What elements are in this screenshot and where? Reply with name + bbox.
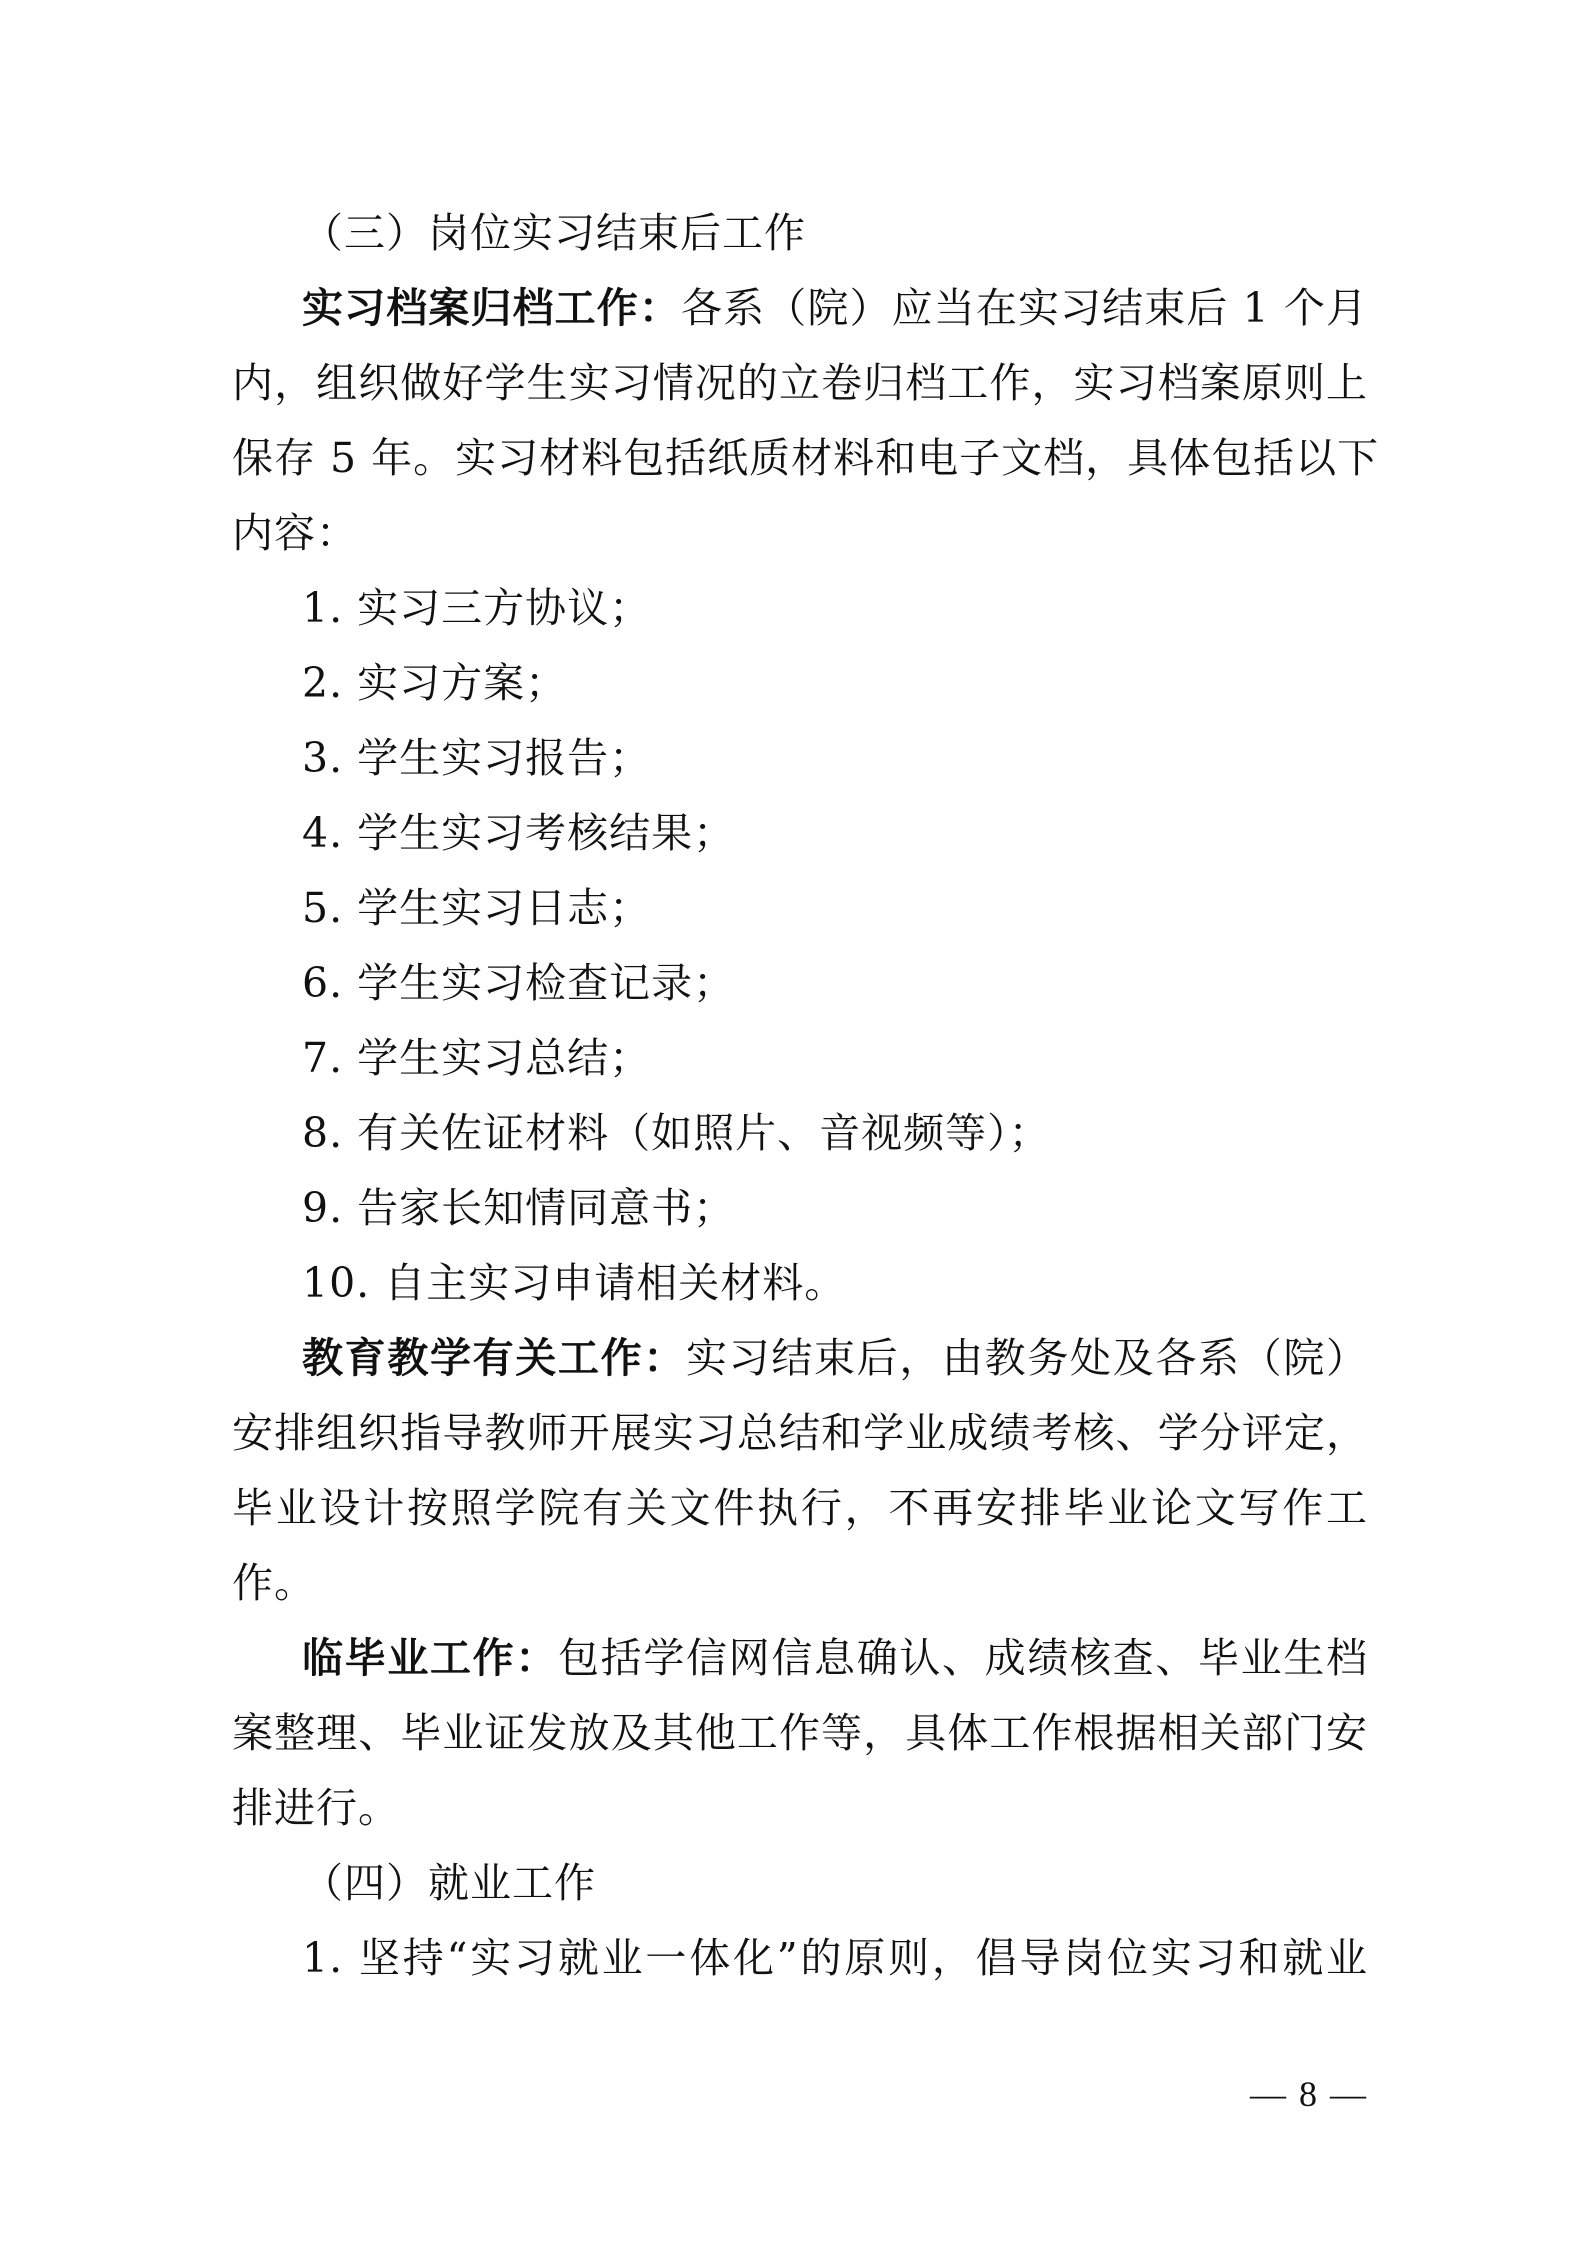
section3-heading: （三）岗位实习结束后工作 (302, 209, 806, 257)
list-item: 10. 自主实习申请相关材料。 (302, 1259, 847, 1307)
graduation-label: 临毕业工作： (302, 1634, 558, 1682)
graduation-text-1: 包括学信网信息确认、成绩核查、毕业生档 (558, 1634, 1368, 1682)
page-number: — 8 — (1250, 2074, 1368, 2114)
graduation-paragraph-line3: 排进行。 (232, 1784, 400, 1832)
list-item: 5. 学生实习日志； (302, 884, 652, 932)
archive-paragraph-line3: 保存 5 年。实习材料包括纸质材料和电子文档，具体包括以下 (232, 434, 1380, 482)
archive-paragraph-line2: 内，组织做好学生实习情况的立卷归档工作，实习档案原则上 (232, 359, 1368, 407)
teaching-label: 教育教学有关工作： (302, 1334, 686, 1382)
teaching-paragraph-line3: 毕业设计按照学院有关文件执行，不再安排毕业论文写作工 (232, 1484, 1368, 1532)
list-item: 2. 实习方案； (302, 659, 568, 707)
teaching-paragraph-line1 (302, 1333, 1368, 1383)
list-item: 4. 学生实习考核结果； (302, 809, 736, 857)
list-item: 1. 实习三方协议； (302, 584, 652, 632)
section4-heading: （四）就业工作 (302, 1859, 596, 1907)
archive-text-1: 各系（院）应当在实习结束后 1 个月 (681, 284, 1369, 332)
teaching-paragraph-line2: 安排组织指导教师开展实习总结和学业成绩考核、学分评定， (232, 1409, 1368, 1457)
section4-item1: 1. 坚持“实习就业一体化”的原则，倡导岗位实习和就业 (302, 1934, 1368, 1982)
teaching-text-1: 实习结束后，由教务处及各系（院） (686, 1334, 1368, 1382)
list-item: 8. 有关佐证材料（如照片、音视频等）； (302, 1109, 1051, 1157)
archive-label: 实习档案归档工作： (302, 284, 682, 332)
graduation-paragraph-line1 (302, 1633, 1368, 1683)
archive-paragraph-line1 (302, 283, 1368, 333)
list-item: 9. 告家长知情同意书； (302, 1184, 736, 1232)
graduation-paragraph-line2: 案整理、毕业证发放及其他工作等，具体工作根据相关部门安 (232, 1709, 1368, 1757)
list-item: 7. 学生实习总结； (302, 1034, 652, 1082)
list-item: 6. 学生实习检查记录； (302, 959, 736, 1007)
list-item: 3. 学生实习报告； (302, 734, 652, 782)
archive-paragraph-line4: 内容： (232, 509, 358, 557)
teaching-paragraph-line4: 作。 (232, 1559, 316, 1607)
